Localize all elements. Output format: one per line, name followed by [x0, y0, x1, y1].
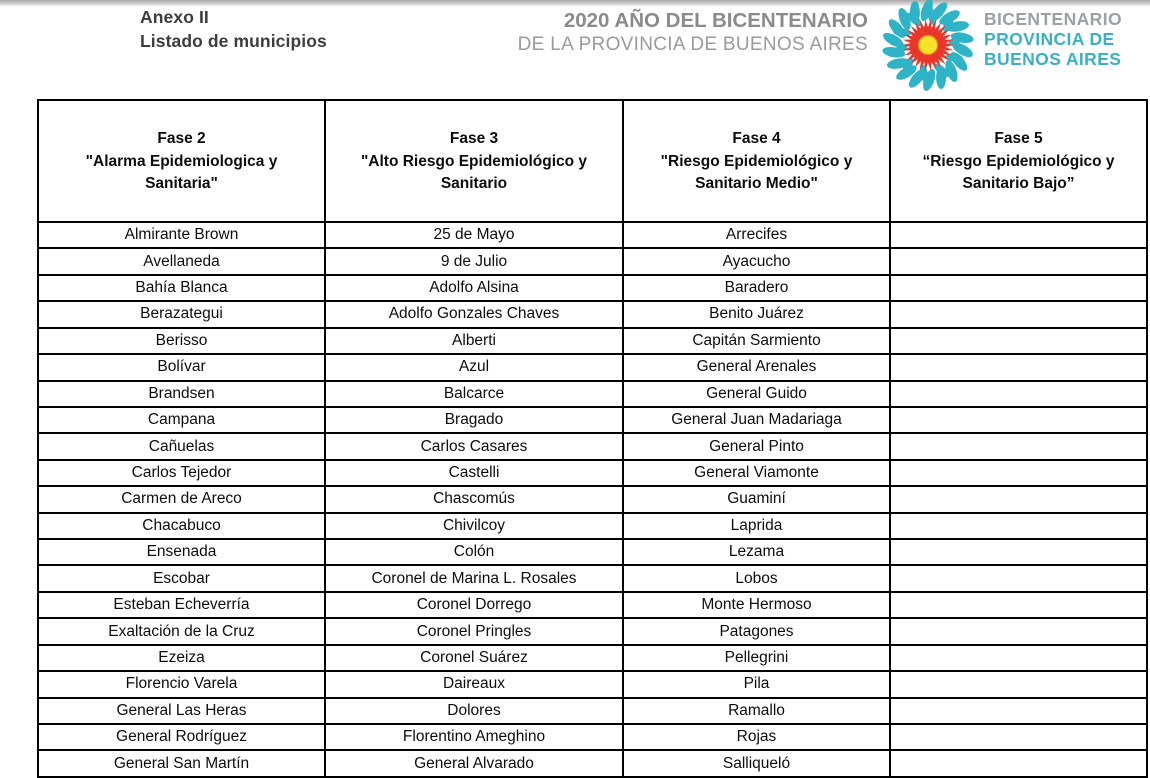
- municipality-cell: General Pinto: [623, 433, 890, 459]
- municipality-cell: [890, 618, 1147, 644]
- municipality-cell: [890, 486, 1147, 512]
- municipality-cell: Ramallo: [623, 698, 890, 724]
- municipality-cell: [890, 565, 1147, 591]
- logo-line1: BICENTENARIO: [984, 9, 1122, 29]
- table-row: [38, 750, 1147, 777]
- municipality-cell: [890, 671, 1147, 697]
- municipality-cell: General Viamonte: [623, 460, 890, 486]
- table-row: [38, 328, 1147, 354]
- municipality-cell: [890, 513, 1147, 539]
- municipality-cell: Balcarce: [325, 381, 623, 407]
- table-row: [38, 301, 1147, 327]
- municipality-cell: Campana: [38, 407, 325, 433]
- phase-label: Fase 3: [449, 129, 499, 147]
- municipality-cell: Coronel Dorrego: [325, 592, 623, 618]
- table-row: [38, 275, 1147, 301]
- municipality-cell: [890, 433, 1147, 459]
- municipality-cell: Capitán Sarmiento: [623, 328, 890, 354]
- bicentenario-banner: [518, 9, 868, 56]
- municipality-cell: [890, 539, 1147, 565]
- municipality-cell: [890, 222, 1147, 248]
- municipality-cell: General Rodríguez: [38, 724, 325, 750]
- municipality-cell: [890, 381, 1147, 407]
- table-header-row: [38, 100, 1147, 222]
- table-row: [38, 539, 1147, 565]
- municipality-cell: [890, 354, 1147, 380]
- municipality-cell: Carlos Casares: [325, 433, 623, 459]
- municipality-cell: Exaltación de la Cruz: [38, 618, 325, 644]
- logo-line3: BUENOS AIRES: [984, 49, 1122, 69]
- municipality-cell: Colón: [325, 539, 623, 565]
- municipality-cell: General San Martín: [38, 750, 325, 777]
- municipality-cell: Pellegrini: [623, 645, 890, 671]
- municipality-cell: Florentino Ameghino: [325, 724, 623, 750]
- table-row: [38, 671, 1147, 697]
- municipality-table: [37, 99, 1148, 778]
- municipality-cell: Azul: [325, 354, 623, 380]
- municipality-cell: [890, 248, 1147, 274]
- municipality-cell: Dolores: [325, 698, 623, 724]
- column-header-fase4: [623, 100, 890, 222]
- municipality-cell: Bahía Blanca: [38, 275, 325, 301]
- table-row: [38, 407, 1147, 433]
- phase-subtitle: "Riesgo Epidemiológico y Sanitario Medio": [660, 152, 853, 192]
- column-header-fase5: [890, 100, 1147, 222]
- table-row: [38, 724, 1147, 750]
- municipality-cell: Baradero: [623, 275, 890, 301]
- table-row: [38, 513, 1147, 539]
- municipality-cell: [890, 275, 1147, 301]
- municipality-cell: General Alvarado: [325, 750, 623, 777]
- phase-subtitle: "Alto Riesgo Epidemiológico y Sanitario: [360, 152, 588, 192]
- phase-label: Fase 5: [994, 129, 1043, 147]
- municipality-table-body: [38, 222, 1147, 777]
- flower-logo-icon: [880, 0, 976, 92]
- municipality-cell: Carlos Tejedor: [38, 460, 325, 486]
- municipality-cell: Benito Juárez: [623, 301, 890, 327]
- municipality-cell: Chacabuco: [38, 513, 325, 539]
- table-row: [38, 381, 1147, 407]
- logo-line2: PROVINCIA DE: [984, 29, 1115, 49]
- municipality-cell: Florencio Varela: [38, 671, 325, 697]
- municipality-cell: Adolfo Alsina: [325, 275, 623, 301]
- municipality-cell: Arrecifes: [623, 222, 890, 248]
- table-row: [38, 486, 1147, 512]
- municipality-cell: Berisso: [38, 328, 325, 354]
- phase-subtitle: “Riesgo Epidemiológico y Sanitario Bajo”: [922, 152, 1115, 192]
- annex-header: [140, 5, 327, 53]
- table-row: [38, 460, 1147, 486]
- municipality-cell: Brandsen: [38, 381, 325, 407]
- municipality-cell: Patagones: [623, 618, 890, 644]
- phase-label: Fase 2: [157, 129, 206, 147]
- municipality-cell: Lobos: [623, 565, 890, 591]
- municipality-cell: Ayacucho: [623, 248, 890, 274]
- municipality-cell: [890, 724, 1147, 750]
- municipality-cell: Coronel Suárez: [325, 645, 623, 671]
- column-header-fase2: [38, 100, 325, 222]
- municipality-cell: Avellaneda: [38, 248, 325, 274]
- municipality-cell: Esteban Echeverría: [38, 592, 325, 618]
- banner-line2: DE LA PROVINCIA DE BUENOS AIRES: [517, 34, 868, 55]
- municipality-cell: [890, 301, 1147, 327]
- municipality-cell: Coronel de Marina L. Rosales: [325, 565, 623, 591]
- table-row: [38, 248, 1147, 274]
- municipality-cell: General Arenales: [623, 354, 890, 380]
- table-row: [38, 698, 1147, 724]
- municipality-cell: Laprida: [623, 513, 890, 539]
- annex-subtitle: Listado de municipios: [140, 31, 327, 51]
- municipality-cell: General Guido: [623, 381, 890, 407]
- municipality-cell: Cañuelas: [38, 433, 325, 459]
- municipality-cell: Alberti: [325, 328, 623, 354]
- municipality-cell: 25 de Mayo: [325, 222, 623, 248]
- municipality-cell: [890, 698, 1147, 724]
- municipality-cell: Adolfo Gonzales Chaves: [325, 301, 623, 327]
- phase-label: Fase 4: [732, 129, 781, 147]
- municipality-cell: Daireaux: [325, 671, 623, 697]
- municipality-cell: Bragado: [325, 407, 623, 433]
- phase-subtitle: "Alarma Epidemiologica y Sanitaria": [85, 152, 278, 192]
- municipality-cell: Pila: [623, 671, 890, 697]
- municipality-cell: Carmen de Areco: [38, 486, 325, 512]
- table-row: [38, 565, 1147, 591]
- table-row: [38, 222, 1147, 248]
- municipality-cell: Bolívar: [38, 354, 325, 380]
- table-row: [38, 433, 1147, 459]
- municipality-cell: Castelli: [325, 460, 623, 486]
- municipality-cell: Ensenada: [38, 539, 325, 565]
- municipality-cell: [890, 645, 1147, 671]
- table-row: [38, 354, 1147, 380]
- municipality-cell: Chascomús: [325, 486, 623, 512]
- municipality-cell: Salliqueló: [623, 750, 890, 777]
- municipality-cell: Rojas: [623, 724, 890, 750]
- table-row: [38, 592, 1147, 618]
- municipality-cell: Lezama: [623, 539, 890, 565]
- municipality-cell: [890, 328, 1147, 354]
- municipality-cell: General Las Heras: [38, 698, 325, 724]
- municipality-cell: Ezeiza: [38, 645, 325, 671]
- municipality-cell: Monte Hermoso: [623, 592, 890, 618]
- municipality-cell: [890, 460, 1147, 486]
- municipality-cell: Chivilcoy: [325, 513, 623, 539]
- municipality-cell: [890, 592, 1147, 618]
- municipality-cell: [890, 750, 1147, 777]
- municipality-cell: Escobar: [38, 565, 325, 591]
- bicentenario-flower-logo: [880, 0, 976, 92]
- banner-line1: 2020 AÑO DEL BICENTENARIO: [563, 9, 868, 32]
- table-row: [38, 618, 1147, 644]
- municipality-cell: Almirante Brown: [38, 222, 325, 248]
- municipality-cell: 9 de Julio: [325, 248, 623, 274]
- municipality-cell: Guaminí: [623, 486, 890, 512]
- annex-title: Anexo II: [140, 7, 209, 27]
- column-header-fase3: [325, 100, 623, 222]
- logo-wordmark: [984, 9, 1122, 69]
- municipality-cell: General Juan Madariaga: [623, 407, 890, 433]
- municipality-cell: Coronel Pringles: [325, 618, 623, 644]
- municipality-cell: [890, 407, 1147, 433]
- table-row: [38, 645, 1147, 671]
- municipality-cell: Berazategui: [38, 301, 325, 327]
